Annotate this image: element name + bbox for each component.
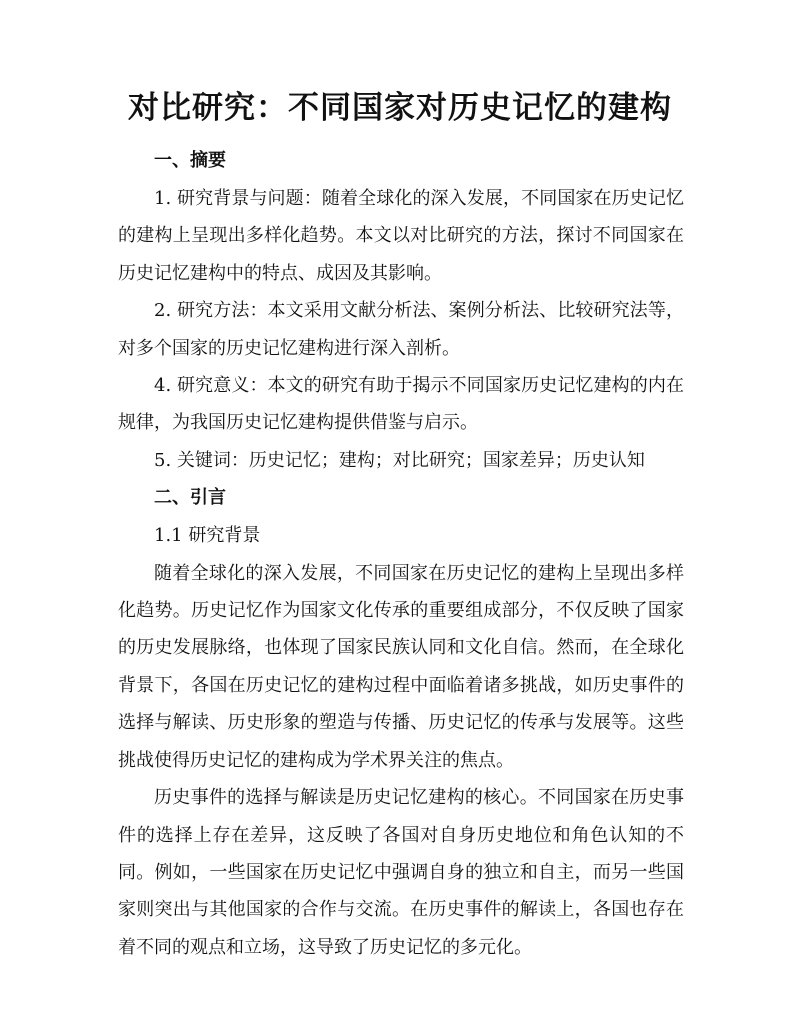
section-heading-abstract: 一、摘要	[154, 150, 226, 171]
section-heading-introduction: 二、引言	[154, 487, 226, 509]
subsection-heading-background: 1.1 研究背景	[154, 525, 261, 547]
document-title: 对比研究：不同国家对历史记忆的建构	[128, 90, 672, 126]
abstract-item-methods: 2. 研究方法：本文采用文献分析法、案例分析法、比较研究法等，对多个国家的历史记忆建构进行深入剖析。	[118, 300, 684, 359]
abstract-item-background: 1. 研究背景与问题：随着全球化的深入发展，不同国家在历史记忆的建构上呈现出多样化趋势。本文以对比研究的方法，探讨不同国家在历史记忆建构中的特点、成因及其影响。	[118, 188, 684, 284]
body-paragraph: 随着全球化的深入发展，不同国家在历史记忆的建构上呈现出多样化趋势。历史记忆作为国家文化传承的重要组成部分，不仅反映了国家的历史发展脉络，也体现了国家民族认同和文化自信。然而，在全球化背景下，各国在历史记忆的建构过程中面临着诸多挑战，如历史事件的选择与解读、历史形象的塑造与传播、历史记忆的传承与发展等。这些挑战使得历史记忆的建构成为学术界关注的焦点。	[118, 562, 684, 771]
body-paragraph: 历史事件的选择与解读是历史记忆建构的核心。不同国家在历史事件的选择上存在差异，这反映了各国对自身历史地位和角色认知的不同。例如，一些国家在历史记忆中强调自身的独立和自主，而另一些国家则突出与其他国家的合作与交流。在历史事件的解读上，各国也存在着不同的观点和立场，这导致了历史记忆的多元化。	[118, 787, 684, 958]
abstract-item-keywords: 5. 关键词：历史记忆；建构；对比研究；国家差异；历史认知	[154, 449, 645, 471]
document-body	[118, 142, 684, 966]
abstract-item-significance: 4. 研究意义：本文的研究有助于揭示不同国家历史记忆建构的内在规律，为我国历史记忆建构提供借鉴与启示。	[118, 375, 684, 434]
